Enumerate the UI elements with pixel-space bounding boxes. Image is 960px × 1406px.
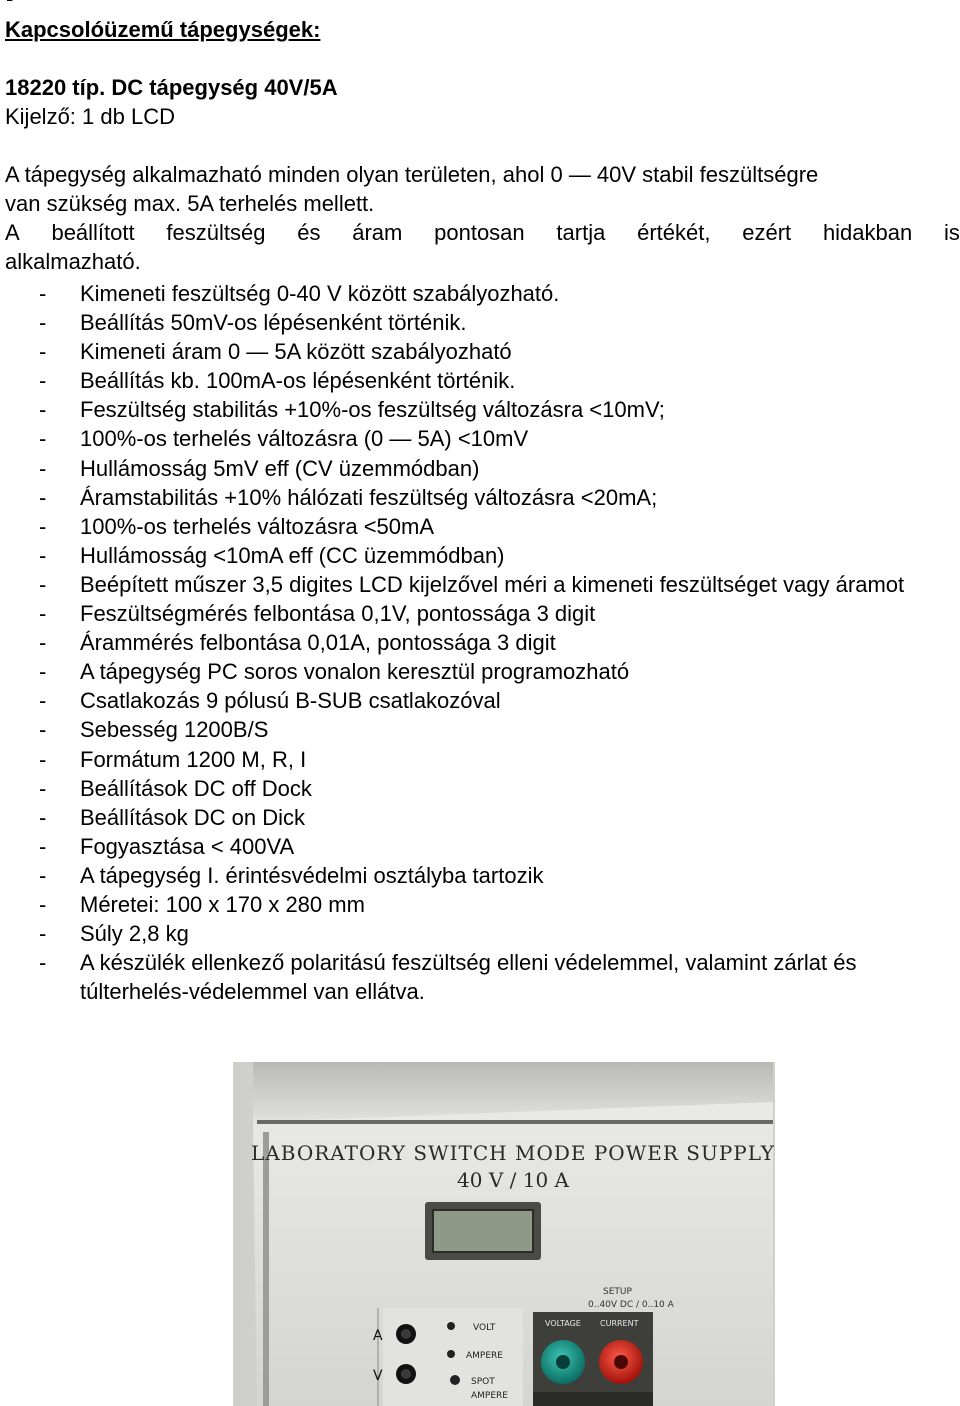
ampere-led xyxy=(447,1350,455,1358)
feature-text: Hullámosság 5mV eff (CV üzemmódban) xyxy=(80,455,480,481)
current-label: CURRENT xyxy=(600,1319,639,1328)
arrow-down-label: V xyxy=(373,1368,383,1384)
feature-item xyxy=(5,774,960,803)
bullet-dash: - xyxy=(39,921,47,947)
feature-item xyxy=(5,599,960,628)
feature-text: A tápegység PC soros vonalon keresztül programozható xyxy=(80,659,630,685)
intro-word: áram xyxy=(352,220,403,245)
feature-text: Formátum 1200 M, R, I xyxy=(80,746,307,772)
feature-text: Beépített műszer 3,5 digites LCD kijelzővel méri a kimeneti feszültséget vagy áramot xyxy=(80,571,905,597)
bullet-dash: - xyxy=(39,688,47,714)
feature-item xyxy=(5,657,960,686)
panel-rating: 40 V / 10 A xyxy=(457,1168,569,1192)
feature-text: 100%-os terhelés változásra <50mA xyxy=(80,513,435,539)
bullet-dash: - xyxy=(39,455,47,481)
power-supply-illustration xyxy=(233,1062,775,1406)
intro-word: beállított xyxy=(51,220,135,245)
bullet-dash: - xyxy=(39,950,47,976)
power-supply-photo xyxy=(233,1062,775,1406)
intro-word: ezért xyxy=(742,220,792,245)
bullet-dash: - xyxy=(39,746,47,772)
feature-text: Beállítások DC on Dick xyxy=(80,804,305,830)
intro-word: és xyxy=(297,220,321,245)
intro-word: is xyxy=(944,220,960,245)
feature-text: 100%-os terhelés változásra (0 ― 5A) <10mV xyxy=(80,426,529,452)
up-button[interactable] xyxy=(396,1324,416,1344)
feature-item xyxy=(5,745,960,774)
feature-item xyxy=(5,512,960,541)
bullet-dash: - xyxy=(39,571,47,597)
down-button[interactable] xyxy=(396,1364,416,1384)
bullet-dash: - xyxy=(39,542,47,568)
bullet-dash: - xyxy=(39,775,47,801)
feature-text: Beállítások DC off Dock xyxy=(80,775,312,801)
feature-text: Kimeneti áram 0 ― 5A között szabályozható xyxy=(80,339,512,365)
feature-item xyxy=(5,395,960,424)
display-line: Kijelző: 1 db LCD xyxy=(5,104,175,129)
bullet-dash: - xyxy=(39,601,47,627)
intro-word: hidakban xyxy=(822,220,913,245)
feature-text: Súly 2,8 kg xyxy=(80,921,189,947)
feature-item xyxy=(5,890,960,919)
spot-label: SPOT xyxy=(471,1377,495,1387)
bullet-dash: - xyxy=(39,804,47,830)
intro-p1-line2: van szükség max. 5A terhelés mellett. xyxy=(5,191,375,216)
feature-text: Csatlakozás 9 pólusú B-SUB csatlakozóval xyxy=(80,688,501,714)
spec-label: 0..40V DC / 0..10 A xyxy=(588,1300,674,1310)
feature-item xyxy=(5,366,960,395)
bullet-dash: - xyxy=(39,281,47,306)
arrow-up-label: A xyxy=(373,1328,383,1344)
feature-text: Méretei: 100 x 170 x 280 mm xyxy=(80,891,365,917)
bullet-dash: - xyxy=(39,862,47,888)
feature-text: Fogyasztása < 400VA xyxy=(80,833,295,859)
feature-text: Kimeneti feszültség 0-40 V között szabályozható. xyxy=(80,281,560,306)
volt-led xyxy=(447,1322,455,1330)
feature-text: Áramstabilitás +10% hálózati feszültség változásra <20mA; xyxy=(80,484,658,510)
bullet-dash: - xyxy=(39,426,47,452)
bullet-dash: - xyxy=(39,833,47,859)
feature-item xyxy=(5,803,960,832)
feature-item xyxy=(5,861,960,890)
bullet-dash: - xyxy=(39,717,47,743)
intro-text xyxy=(5,160,960,276)
feature-text: Sebesség 1200B/S xyxy=(80,717,269,743)
spot-switch[interactable] xyxy=(450,1375,460,1385)
green-terminal[interactable] xyxy=(541,1340,585,1384)
panel-title: LABORATORY SWITCH MODE POWER SUPPLY xyxy=(251,1141,775,1165)
feature-item xyxy=(5,832,960,861)
model-label: SETUP xyxy=(603,1287,632,1297)
top-dash xyxy=(6,0,13,10)
feature-item xyxy=(5,454,960,483)
feature-text: Árammérés felbontása 0,01A, pontossága 3 digit xyxy=(80,630,556,656)
ampere-label: AMPERE xyxy=(466,1351,503,1361)
intro-p2-line2: alkalmazható. xyxy=(5,249,141,274)
feature-item xyxy=(5,337,960,366)
feature-item xyxy=(5,570,960,599)
bullet-dash: - xyxy=(39,368,47,394)
intro-word: tartja xyxy=(556,220,606,245)
bullet-dash: - xyxy=(39,484,47,510)
feature-item xyxy=(5,715,960,744)
intro-word: feszültség xyxy=(166,220,266,245)
bullet-dash: - xyxy=(39,339,47,365)
volt-label: VOLT xyxy=(473,1323,496,1333)
feature-item xyxy=(5,483,960,512)
model-title: 18220 típ. DC tápegység 40V/5A xyxy=(5,75,338,100)
feature-text: Beállítás 50mV-os lépésenként történik. xyxy=(80,310,467,336)
feature-item xyxy=(5,279,960,308)
feature-item xyxy=(5,628,960,657)
feature-text: Feszültség stabilitás +10%-os feszültség változásra <10mV; xyxy=(80,397,665,423)
feature-text: Hullámosság <10mA eff (CC üzemmódban) xyxy=(80,542,505,568)
bullet-dash: - xyxy=(39,310,47,336)
feature-text: A készülék ellenkező polaritású feszültség elleni védelemmel, valamint zárlat és túlterhelés-védelemmel van ellátva. xyxy=(80,950,857,1005)
feature-list xyxy=(5,279,960,1006)
bullet-dash: - xyxy=(39,513,47,539)
intro-word: A xyxy=(5,220,20,245)
feature-item xyxy=(5,424,960,453)
red-terminal[interactable] xyxy=(599,1340,643,1384)
ampere2-label: AMPERE xyxy=(471,1391,508,1401)
bullet-dash: - xyxy=(39,659,47,685)
intro-word: értékét, xyxy=(637,220,711,245)
feature-text: A tápegység I. érintésvédelmi osztályba tartozik xyxy=(80,862,544,888)
bullet-dash: - xyxy=(39,397,47,423)
feature-item xyxy=(5,686,960,715)
feature-text: Feszültségmérés felbontása 0,1V, pontossága 3 digit xyxy=(80,601,596,627)
intro-word: pontosan xyxy=(434,220,525,245)
feature-item xyxy=(5,919,960,948)
feature-item xyxy=(5,308,960,337)
bullet-dash: - xyxy=(39,891,47,917)
feature-text: Beállítás kb. 100mA-os lépésenként történik. xyxy=(80,368,516,394)
section-heading: Kapcsolóüzemű tápegységek: xyxy=(5,17,321,42)
feature-item xyxy=(5,948,960,1006)
bullet-dash: - xyxy=(39,630,47,656)
voltage-label: VOLTAGE xyxy=(545,1319,581,1328)
intro-p2-line1 xyxy=(5,218,960,247)
feature-item xyxy=(5,541,960,570)
intro-p1-line1: A tápegység alkalmazható minden olyan területen, ahol 0 ― 40V stabil feszültségre xyxy=(5,162,819,187)
